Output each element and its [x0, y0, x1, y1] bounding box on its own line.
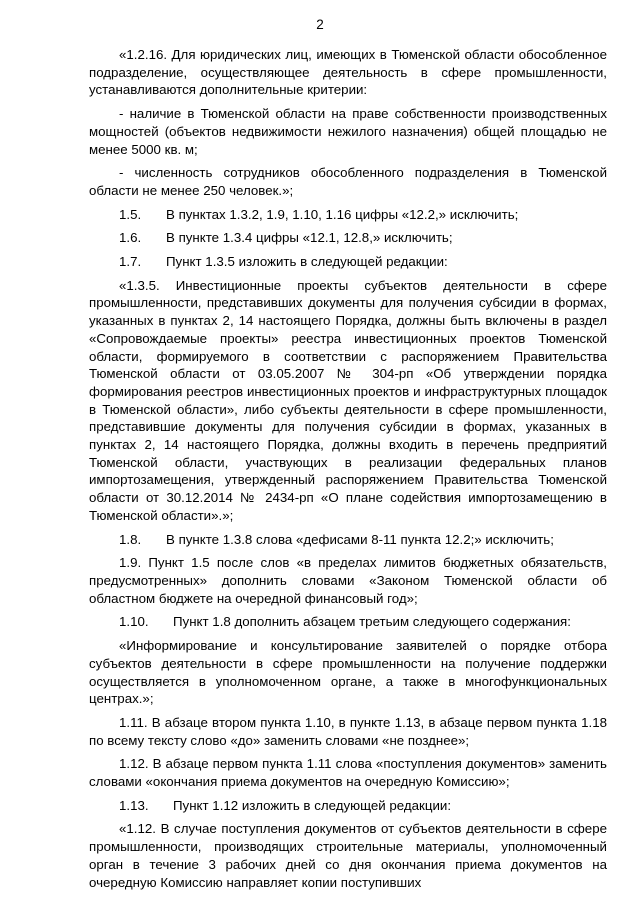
paragraph-1-12: 1.12. В абзаце первом пункта 1.11 слова «поступления документов» заменить словами «окончания приема документов на очередную Комиссию»;: [89, 756, 607, 790]
item-text: Пункт 1.3.5 изложить в следующей редакции:: [166, 254, 448, 270]
page-number: 2: [316, 17, 324, 32]
paragraph-1-7: [89, 253, 607, 271]
item-text: В пункте 1.3.8 слова «дефисами 8-11 пункта 12.2;» исключить;: [166, 531, 554, 547]
item-text: Пункт 1.12 изложить в следующей редакции:: [173, 797, 452, 813]
item-number: 1.13.: [119, 797, 149, 813]
paragraph-1-3-5: «1.3.5. Инвестиционные проекты субъектов деятельности в сфере промышленности, представивших документы для получения субсидии в формах, указанных в пунктах 2, 14 настоящего Порядка, должны быть включены в раздел «Сопровождаемые проекты» реестра инвестиционных проектов Тюменской области, формируемого в соответствии с распоряжением Правительства Тюменской области от 03.05.2007 № 304-рп «Об утверждении порядка формирования реестров инвестиционных проектов и инфраструктурных площадок в Тюменской области», либо субъекты деятельности в сфере промышленности, представившие документы для получения субсидии в формах, указанных в пунктах 2, 14 настоящего Порядка, должны входить в перечень предприятий Тюменской области, участвующих в реализации федеральных планов импортозамещения, утвержденный распоряжением Правительства Тюменской области от 30.12.2014 № 2434-рп «О плане содействия импортозамещению в Тюменской области».»;: [89, 277, 607, 523]
paragraph-1-5: [89, 206, 607, 224]
paragraph-new-1-12: «1.12. В случае поступления документов от субъектов деятельности в сфере промышленности, производящих строительные материалы, уполномоченный орган в течение 3 рабочих дней со дня окончания приема документов на очередную Комиссию направляет копии поступивших: [89, 821, 607, 890]
item-number: 1.5.: [119, 206, 142, 222]
paragraph-1-9: 1.9. Пункт 1.5 после слов «в пределах лимитов бюджетных обязательств, предусмотренных» дополнить словами «Законом Тюменской области об областном бюджете на очередной финансовый год»;: [89, 555, 607, 606]
paragraph-criterion-staff: - численность сотрудников обособленного подразделения в Тюменской области не менее 250 человек.»;: [89, 165, 607, 198]
paragraph-1-11: 1.11. В абзаце втором пункта 1.10, в пункте 1.13, в абзаце первом пункта 1.18 по всему тексту слово «до» заменить словами «не позднее»;: [89, 714, 607, 748]
paragraph-informing: «Информирование и консультирование заявителей о порядке отбора субъектов деятельности в сфере промышленности на получение поддержки осуществляется в уполномоченном органе, а также в многофункциональных центрах.»;: [89, 638, 607, 707]
paragraph-criterion-area: - наличие в Тюменской области на праве собственности производственных мощностей (объектов недвижимости нежилого назначения) общей площадью не менее 5000 кв. м;: [89, 106, 607, 157]
item-text: Пункт 1.8 дополнить абзацем третьим следующего содержания:: [173, 614, 571, 630]
item-number: 1.8.: [119, 531, 142, 547]
item-number: 1.10.: [119, 614, 149, 630]
document-body: [89, 46, 607, 897]
paragraph-1-2-16: «1.2.16. Для юридических лиц, имеющих в Тюменской области обособленное подразделение, осуществляющее деятельность в сфере промышленности, устанавливаются дополнительные критерии:: [89, 47, 607, 98]
paragraph-1-8: [89, 531, 607, 549]
item-number: 1.6.: [119, 230, 142, 246]
paragraph-1-6: [89, 229, 607, 247]
item-text: В пункте 1.3.4 цифры «12.1, 12.8,» исключить;: [166, 230, 453, 246]
paragraph-1-10: [89, 613, 607, 631]
item-text: В пунктах 1.3.2, 1.9, 1.10, 1.16 цифры «12.2,» исключить;: [166, 206, 519, 222]
paragraph-1-13: [89, 797, 607, 815]
item-number: 1.7.: [119, 254, 142, 270]
